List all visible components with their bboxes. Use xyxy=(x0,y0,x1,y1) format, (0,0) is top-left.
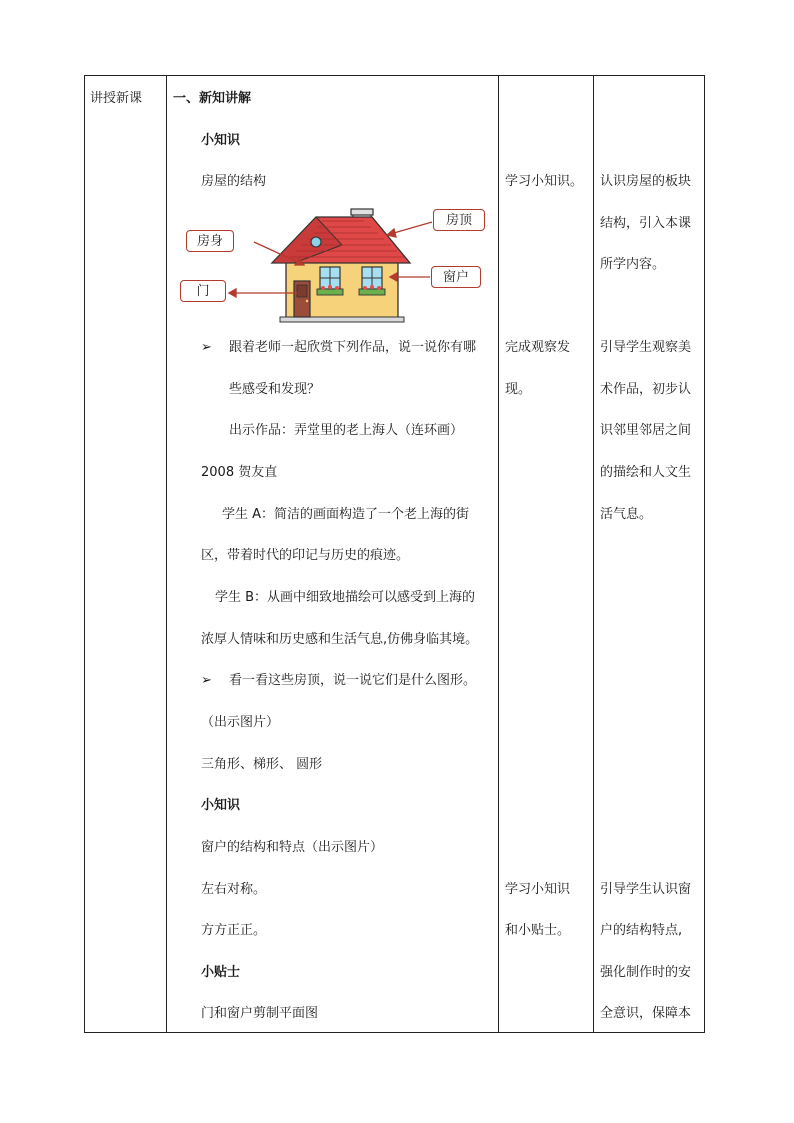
prompt-line: 看一看这些房顶，说一说它们是什么图形。 xyxy=(229,673,477,688)
column-divider xyxy=(593,76,594,1032)
label-door: 门 xyxy=(180,280,226,302)
student-b-line: 浓厚人情味和历史感和生活气息,仿佛身临其境。 xyxy=(201,632,479,647)
tip-title: 小贴士 xyxy=(201,965,241,980)
cutting-text: 门和窗户剪制平面图 xyxy=(201,1006,319,1021)
design-intent: 识邻里邻居之间 xyxy=(600,423,692,438)
column-divider xyxy=(166,76,167,1032)
design-intent: 引导学生认识窗 xyxy=(600,882,692,897)
student-activity: 完成观察发 xyxy=(505,340,571,355)
attic-window xyxy=(311,237,321,247)
tip-title: 小知识 xyxy=(201,133,241,148)
student-activity: 学习小知识。 xyxy=(505,174,584,189)
tip-title: 小知识 xyxy=(201,798,241,813)
student-activity: 学习小知识 xyxy=(505,882,571,897)
bullet-icon: ➢ xyxy=(201,673,212,688)
prompt-line: 跟着老师一起欣赏下列作品，说一说你有哪 xyxy=(229,340,477,355)
label-roof: 房顶 xyxy=(433,209,485,231)
artwork-year: 2008 贺友直 xyxy=(201,465,278,480)
student-activity: 现。 xyxy=(505,382,532,397)
square-line: 方方正正。 xyxy=(201,923,267,938)
design-intent: 认识房屋的板块 xyxy=(600,174,692,189)
student-b-line: 学生 B：从画中细致地描绘可以感受到上海的 xyxy=(215,590,476,605)
section-title: 一、新知讲解 xyxy=(173,91,252,106)
student-a-line: 区，带着时代的印记与历史的痕迹。 xyxy=(201,548,410,563)
column-divider xyxy=(498,76,499,1032)
design-intent: 结构，引入本课 xyxy=(600,216,692,231)
design-intent: 全意识，保障本 xyxy=(600,1006,692,1021)
label-window: 窗户 xyxy=(431,266,481,288)
show-picture: （出示图片） xyxy=(201,715,280,730)
label-body: 房身 xyxy=(186,230,234,252)
prompt-line: 些感受和发现？ xyxy=(229,382,321,397)
row-header: 讲授新课 xyxy=(90,91,143,106)
bullet-icon: ➢ xyxy=(201,340,212,355)
design-intent: 引导学生观察美 xyxy=(600,340,692,355)
student-a-line: 学生 A：简洁的画面构造了一个老上海的街 xyxy=(222,507,470,522)
house-structure-label: 房屋的结构 xyxy=(201,174,267,189)
design-intent: 所学内容。 xyxy=(600,257,666,272)
design-intent: 术作品，初步认 xyxy=(600,382,692,397)
symmetric-line: 左右对称。 xyxy=(201,882,267,897)
window-structure: 窗户的结构和特点（出示图片） xyxy=(201,840,384,855)
design-intent: 的描绘和人文生 xyxy=(600,465,692,480)
student-activity: 和小贴士。 xyxy=(505,923,571,938)
shapes-line: 三角形、梯形、 圆形 xyxy=(201,757,323,772)
design-intent: 活气息。 xyxy=(600,507,653,522)
artwork-line: 出示作品：弄堂里的老上海人（连环画） xyxy=(229,423,464,438)
design-intent: 强化制作时的安 xyxy=(600,965,692,980)
design-intent: 户的结构特点, xyxy=(600,923,683,938)
